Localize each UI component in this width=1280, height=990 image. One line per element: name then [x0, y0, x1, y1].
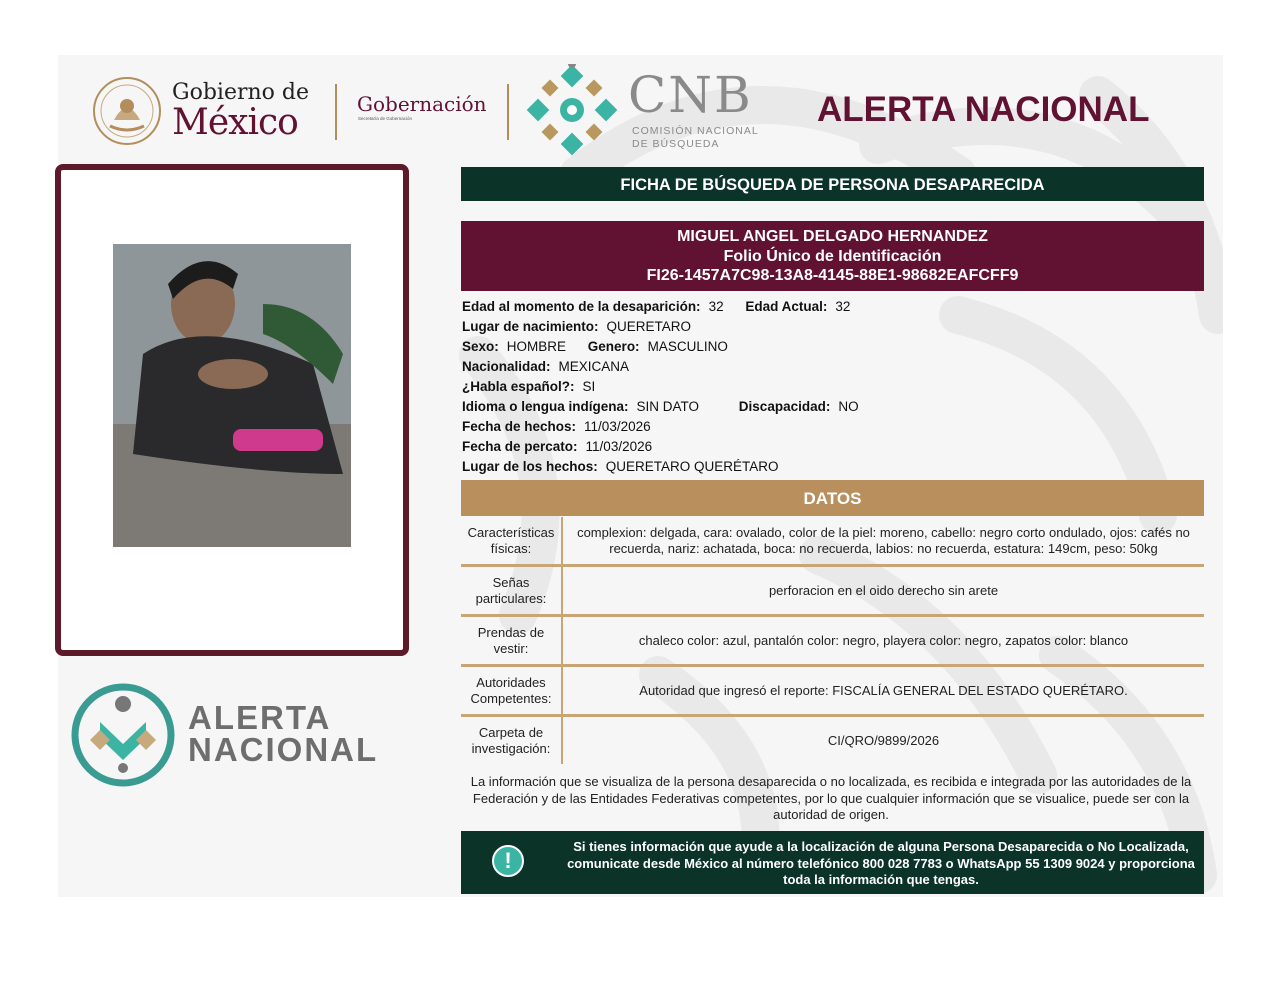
datos-table	[461, 517, 1204, 764]
info-fecha-hechos	[462, 419, 651, 434]
edad-actual-value: 32	[835, 299, 851, 314]
datos-label: Características físicas:	[461, 517, 563, 564]
info-lugar-hechos	[462, 459, 779, 474]
alerta-nacional-title: ALERTA NACIONAL	[817, 90, 1150, 129]
gobierno-de-text: Gobierno de	[172, 80, 309, 105]
cnb-flower-icon	[526, 64, 618, 156]
datos-value: chaleco color: azul, pantalón color: negro, playera color: negro, zapatos color: blanco	[638, 632, 1129, 648]
header-divider	[335, 84, 337, 140]
datos-title-bar: DATOS	[461, 480, 1204, 516]
datos-label: Señas particulares:	[461, 567, 563, 614]
alerta-logo-line2: NACIONAL	[188, 731, 379, 768]
folio-id: FI26-1457A7C98-13A8-4145-88E1-98682EAFCFF9	[646, 267, 1019, 284]
info-sexo	[462, 339, 728, 354]
sexo-value: HOMBRE	[506, 339, 567, 354]
info-edad	[462, 299, 850, 314]
info-lugar-nacimiento	[462, 319, 691, 334]
alerta-nacional-logo-icon	[70, 682, 176, 788]
datos-row-caracteristicas	[461, 517, 1204, 567]
lugar-hechos-label: Lugar de los hechos:	[462, 459, 598, 474]
datos-row-carpeta	[461, 717, 1204, 764]
datos-label: Carpeta de investigación:	[461, 717, 563, 764]
cnb-subtitle	[632, 125, 759, 151]
folio-label: Folio Único de Identificación	[723, 247, 942, 265]
contact-text: Si tienes información que ayude a la localización de alguna Persona Desaparecida o No Localizada, comunicate desde México al número telefónico 800 028 7783 o WhatsApp 55 1309 9024 y proporciona toda la información que tengas.	[567, 839, 1195, 887]
cnb-sub-line1: COMISIÓN NACIONAL	[632, 125, 759, 137]
alerta-nacional-logo-text	[188, 699, 379, 768]
lugar-nacimiento-label: Lugar de nacimiento:	[462, 319, 599, 334]
genero-value: MASCULINO	[647, 339, 728, 354]
nacionalidad-label: Nacionalidad:	[462, 359, 551, 374]
lugar-hechos-value: QUERETARO QUERÉTARO	[605, 459, 779, 474]
gobierno-mexico-logo	[92, 76, 332, 148]
datos-row-autoridades	[461, 667, 1204, 717]
habla-value: SI	[582, 379, 596, 394]
fecha-percato-value: 11/03/2026	[585, 439, 653, 454]
fecha-percato-label: Fecha de percato:	[462, 439, 578, 454]
ficha-title-bar: FICHA DE BÚSQUEDA DE PERSONA DESAPARECIDA	[461, 167, 1204, 201]
mexico-text: México	[172, 102, 298, 143]
idioma-label: Idioma o lengua indígena:	[462, 399, 629, 414]
info-fecha-percato	[462, 439, 652, 454]
alerta-logo-line1: ALERTA	[188, 699, 332, 736]
fecha-hechos-label: Fecha de hechos:	[462, 419, 577, 434]
info-nacionalidad	[462, 359, 629, 374]
person-name-block	[461, 221, 1204, 291]
info-habla	[462, 379, 595, 394]
header-divider	[507, 84, 509, 140]
datos-label: Autoridades Competentes:	[461, 667, 563, 714]
edad-desaparicion-value: 32	[708, 299, 724, 314]
fecha-hechos-value: 11/03/2026	[584, 419, 651, 434]
datos-value: perforacion en el oido derecho sin arete	[768, 582, 999, 598]
datos-value: CI/QRO/9899/2026	[827, 732, 940, 748]
person-name: MIGUEL ANGEL DELGADO HERNANDEZ	[677, 228, 988, 245]
edad-actual-label: Edad Actual:	[745, 299, 828, 314]
discapacidad-value: NO	[838, 399, 859, 414]
nacionalidad-value: MEXICANA	[558, 359, 630, 374]
datos-label: Prendas de vestir:	[461, 617, 563, 664]
discapacidad-label: Discapacidad:	[738, 399, 831, 414]
datos-row-senas	[461, 567, 1204, 617]
sexo-label: Sexo:	[462, 339, 499, 354]
lugar-nacimiento-value: QUERETARO	[606, 319, 692, 334]
datos-value: Autoridad que ingresó el reporte: FISCALÍA GENERAL DEL ESTADO QUERÉTARO.	[639, 682, 1128, 698]
person-photo	[113, 244, 351, 547]
cnb-sub-line2: DE BÚSQUEDA	[632, 138, 720, 150]
datos-value: complexion: delgada, cara: ovalado, color de la piel: moreno, cabello: negro corto ondulado, ojos: cafés no recuerda, nariz: achatada, boca: no recuerda, labios: no recuerda, estatura: 149cm, peso: 50kg	[577, 524, 1190, 556]
photo-frame	[55, 164, 409, 656]
datos-row-prendas	[461, 617, 1204, 667]
mexico-seal-icon	[92, 76, 162, 146]
habla-label: ¿Habla español?:	[462, 379, 575, 394]
contact-bar	[461, 831, 1204, 894]
gobernacion-logo-text: Gobernación	[357, 92, 487, 116]
idioma-value: SIN DATO	[636, 399, 700, 414]
person-photo-image	[113, 244, 351, 547]
edad-desaparicion-label: Edad al momento de la desaparición:	[462, 299, 701, 314]
cnb-text: CNB	[628, 66, 753, 124]
disclaimer-text: La información que se visualiza de la persona desaparecida o no localizada, es recibida e integrada por las autoridades de la Federación y de las Entidades Federativas competentes, por lo que cualquier información que se visualice, puede ser con la autoridad de origen.	[470, 774, 1192, 822]
exclamation-icon: !	[492, 845, 524, 877]
genero-label: Genero:	[587, 339, 640, 354]
gobernacion-sub-text: Secretaría de Gobernación	[358, 116, 413, 121]
info-idioma	[462, 399, 859, 414]
